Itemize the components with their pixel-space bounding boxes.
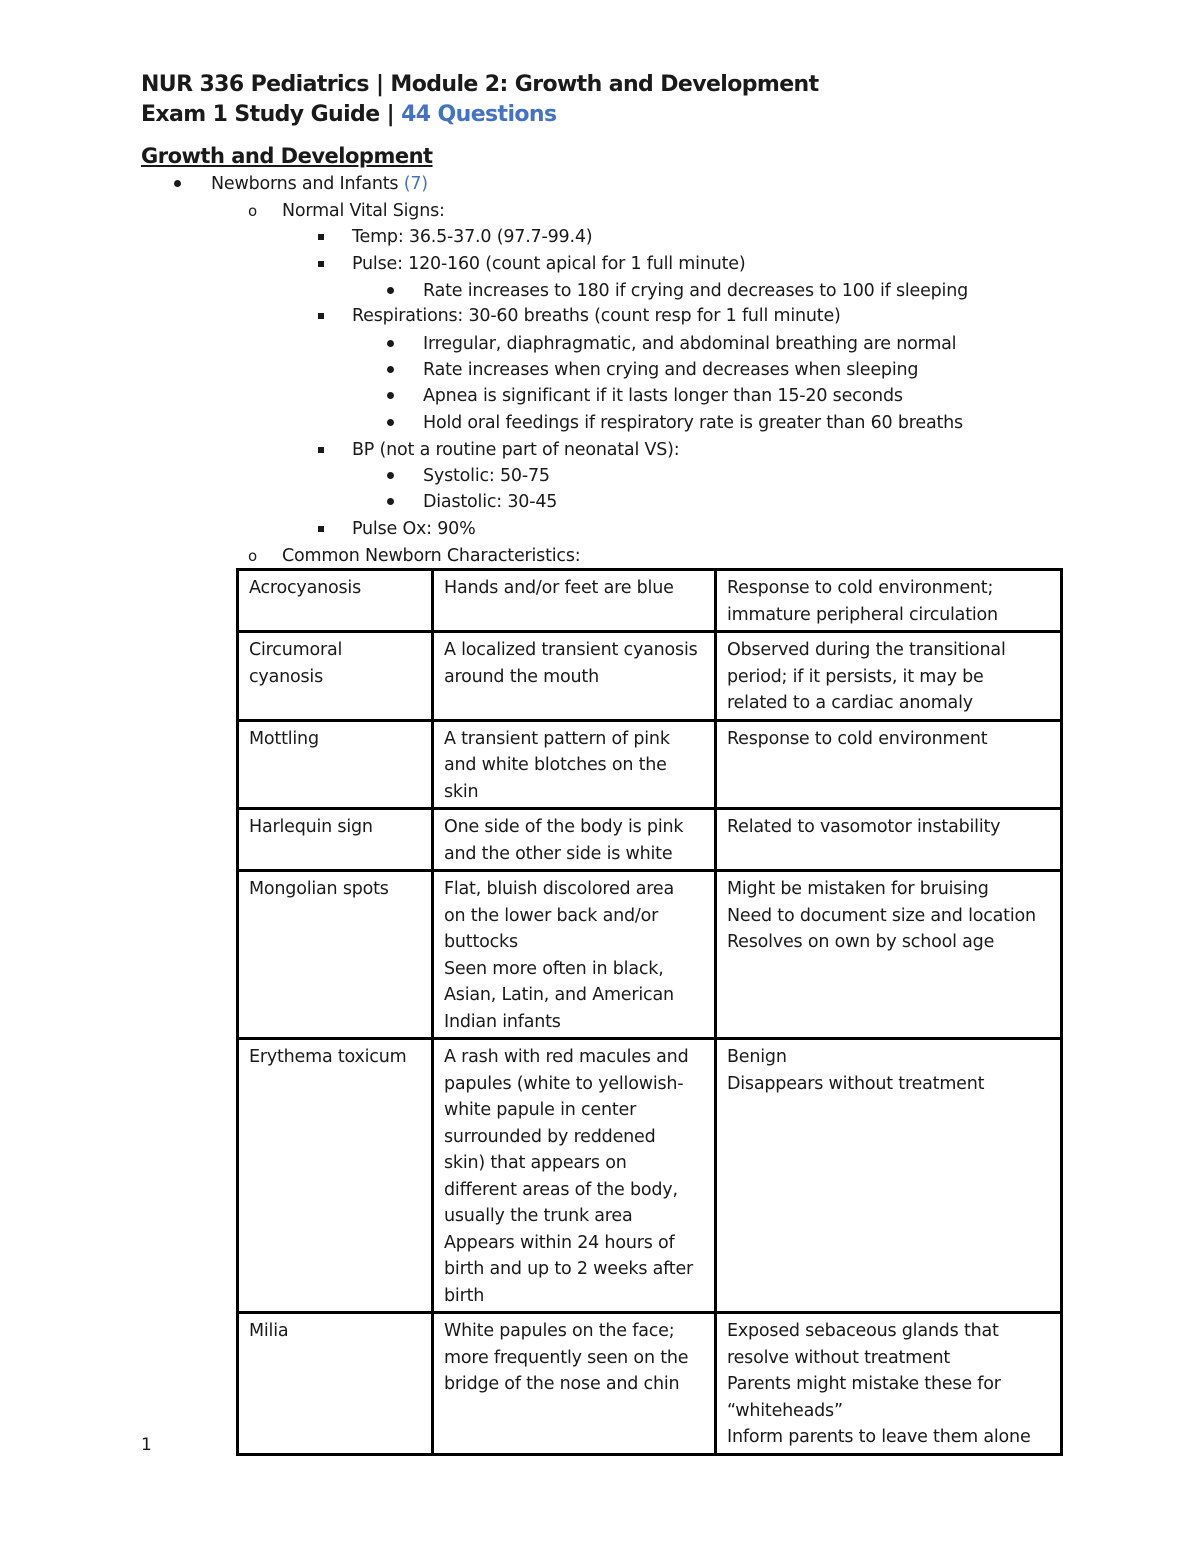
table-cell-notes	[716, 632, 1062, 721]
outline-newborns-label: Newborns and Infants	[211, 174, 404, 194]
cell-line: surrounded by reddened	[444, 1126, 656, 1147]
table-row	[238, 1313, 1062, 1455]
table-row	[238, 570, 1062, 632]
cell-line: White papules on the face;	[444, 1321, 675, 1341]
outline-pulse-sub: Rate increases to 180 if crying and decreases to 100 if sleeping	[423, 281, 969, 301]
outline-bp-sub: Diastolic: 30-45	[423, 492, 558, 512]
outline-pulse: Pulse: 120-160 (count apical for 1 full minute)	[352, 254, 746, 274]
table-row	[238, 1039, 1062, 1313]
table-row	[238, 809, 1062, 871]
cell-line: Disappears without treatment	[727, 1073, 985, 1094]
cell-line: Might be mistaken for bruising	[727, 879, 989, 899]
table-row	[238, 720, 1062, 809]
outline-newborns-count: (7)	[403, 174, 428, 194]
table-cell-notes	[716, 570, 1062, 632]
cell-line: “whiteheads”	[727, 1400, 843, 1421]
cell-line: period; if it persists, it may be	[727, 666, 984, 687]
cell-line: Need to document size and location	[727, 905, 1036, 926]
outline-bp: BP (not a routine part of neonatal VS):	[352, 440, 680, 460]
bullet-square-icon	[318, 261, 324, 267]
table-row	[238, 632, 1062, 721]
cell-line: and white blotches on the	[444, 755, 667, 775]
table-cell-name	[238, 1039, 433, 1313]
outline-temp: Temp: 36.5-37.0 (97.7-99.4)	[352, 227, 593, 247]
document-title: NUR 336 Pediatrics | Module 2: Growth and Development	[141, 72, 819, 97]
table-cell-description	[433, 570, 716, 632]
cell-line: skin	[444, 781, 479, 802]
table-cell-notes	[716, 720, 1062, 809]
table-cell-description	[433, 1039, 716, 1313]
bullet-dot-icon	[387, 366, 394, 373]
cell-line: different areas of the body,	[444, 1179, 678, 1200]
table-cell-notes	[716, 1313, 1062, 1455]
outline-resp-sub: Hold oral feedings if respiratory rate is greater than 60 breaths	[423, 413, 963, 433]
cell-line: more frequently seen on the	[444, 1347, 689, 1368]
cell-line: skin) that appears on	[444, 1153, 627, 1173]
cell-line: Related to vasomotor instability	[727, 817, 1001, 837]
outline-resp-sub: Irregular, diaphragmatic, and abdominal breathing are normal	[423, 334, 957, 354]
question-count: 44 Questions	[401, 102, 557, 127]
cell-line: Mottling	[249, 728, 319, 749]
cell-line: related to a cardiac anomaly	[727, 693, 973, 713]
cell-line: bridge of the nose and chin	[444, 1374, 680, 1394]
outline-pulseox: Pulse Ox: 90%	[352, 519, 476, 539]
table-cell-name	[238, 720, 433, 809]
table-cell-description	[433, 632, 716, 721]
cell-line: Response to cold environment;	[727, 578, 994, 598]
cell-line: Exposed sebaceous glands that	[727, 1321, 999, 1341]
bullet-dot-icon	[387, 472, 394, 479]
cell-line: Resolves on own by school age	[727, 932, 995, 952]
cell-line: Asian, Latin, and American	[444, 985, 674, 1005]
newborn-characteristics-table	[236, 568, 1063, 1456]
bullet-square-icon	[318, 526, 324, 532]
cell-line: Harlequin sign	[249, 817, 373, 837]
cell-line: resolve without treatment	[727, 1347, 951, 1368]
cell-line: Response to cold environment	[727, 728, 988, 749]
cell-line: Erythema toxicum	[249, 1047, 407, 1067]
outline-characteristics-heading: Common Newborn Characteristics:	[282, 546, 581, 566]
cell-line: A localized transient cyanosis	[444, 640, 698, 660]
table-cell-description	[433, 720, 716, 809]
bullet-square-icon	[318, 313, 324, 319]
table-cell-notes	[716, 1039, 1062, 1313]
cell-line: birth and up to 2 weeks after	[444, 1259, 694, 1279]
bullet-dot-icon	[387, 392, 394, 399]
cell-line: Parents might mistake these for	[727, 1374, 1001, 1394]
cell-line: Indian infants	[444, 1011, 561, 1032]
table-cell-description	[433, 871, 716, 1039]
cell-line: immature peripheral circulation	[727, 604, 998, 625]
cell-line: papules (white to yellowish-	[444, 1073, 684, 1094]
document-subtitle	[141, 101, 556, 129]
cell-line: Milia	[249, 1321, 289, 1341]
outline-resp-sub: Rate increases when crying and decreases when sleeping	[423, 360, 919, 380]
cell-line: Inform parents to leave them alone	[727, 1427, 1031, 1447]
cell-line: Observed during the transitional	[727, 640, 1006, 660]
outline-resp-sub: Apnea is significant if it lasts longer than 15-20 seconds	[423, 386, 903, 406]
outline-resp: Respirations: 30-60 breaths (count resp for 1 full minute)	[352, 306, 841, 326]
table-cell-name	[238, 871, 433, 1039]
table-cell-name	[238, 809, 433, 871]
table-cell-description	[433, 1313, 716, 1455]
cell-line: Acrocyanosis	[249, 578, 361, 598]
bullet-dot-icon	[174, 180, 181, 187]
table-row	[238, 871, 1062, 1039]
bullet-dot-icon	[387, 498, 394, 505]
cell-line: Flat, bluish discolored area	[444, 879, 674, 899]
bullet-circle-icon: o	[248, 547, 258, 565]
table-body	[238, 570, 1062, 1455]
bullet-dot-icon	[387, 340, 394, 347]
cell-line: Mongolian spots	[249, 879, 389, 899]
cell-line: A rash with red macules and	[444, 1047, 689, 1067]
cell-line: Seen more often in black,	[444, 958, 664, 979]
cell-line: usually the trunk area	[444, 1206, 633, 1226]
section-heading: Growth and Development	[141, 144, 433, 168]
cell-line: One side of the body is pink	[444, 817, 684, 837]
cell-line: on the lower back and/or	[444, 905, 659, 926]
bullet-circle-icon: o	[248, 202, 258, 220]
cell-line: buttocks	[444, 932, 518, 952]
table-cell-description	[433, 809, 716, 871]
table-cell-name	[238, 632, 433, 721]
page-number: 1	[141, 1435, 152, 1455]
cell-line: white papule in center	[444, 1100, 637, 1120]
table-cell-name	[238, 570, 433, 632]
cell-line: Benign	[727, 1047, 787, 1067]
cell-line: cyanosis	[249, 666, 323, 687]
cell-line: Hands and/or feet are blue	[444, 578, 674, 598]
cell-line: birth	[444, 1285, 485, 1306]
bullet-dot-icon	[387, 287, 394, 294]
table-cell-name	[238, 1313, 433, 1455]
cell-line: Circumoral	[249, 640, 343, 660]
table-cell-notes	[716, 871, 1062, 1039]
outline-bp-sub: Systolic: 50-75	[423, 466, 550, 486]
bullet-square-icon	[318, 447, 324, 453]
cell-line: and the other side is white	[444, 843, 673, 864]
bullet-square-icon	[318, 234, 324, 240]
bullet-dot-icon	[387, 419, 394, 426]
subtitle-prefix: Exam 1 Study Guide |	[141, 102, 402, 127]
outline-vitals-heading: Normal Vital Signs:	[282, 201, 445, 221]
table-cell-notes	[716, 809, 1062, 871]
outline-newborns	[211, 172, 428, 196]
cell-line: Appears within 24 hours of	[444, 1232, 675, 1253]
cell-line: A transient pattern of pink	[444, 728, 670, 749]
cell-line: around the mouth	[444, 666, 599, 687]
